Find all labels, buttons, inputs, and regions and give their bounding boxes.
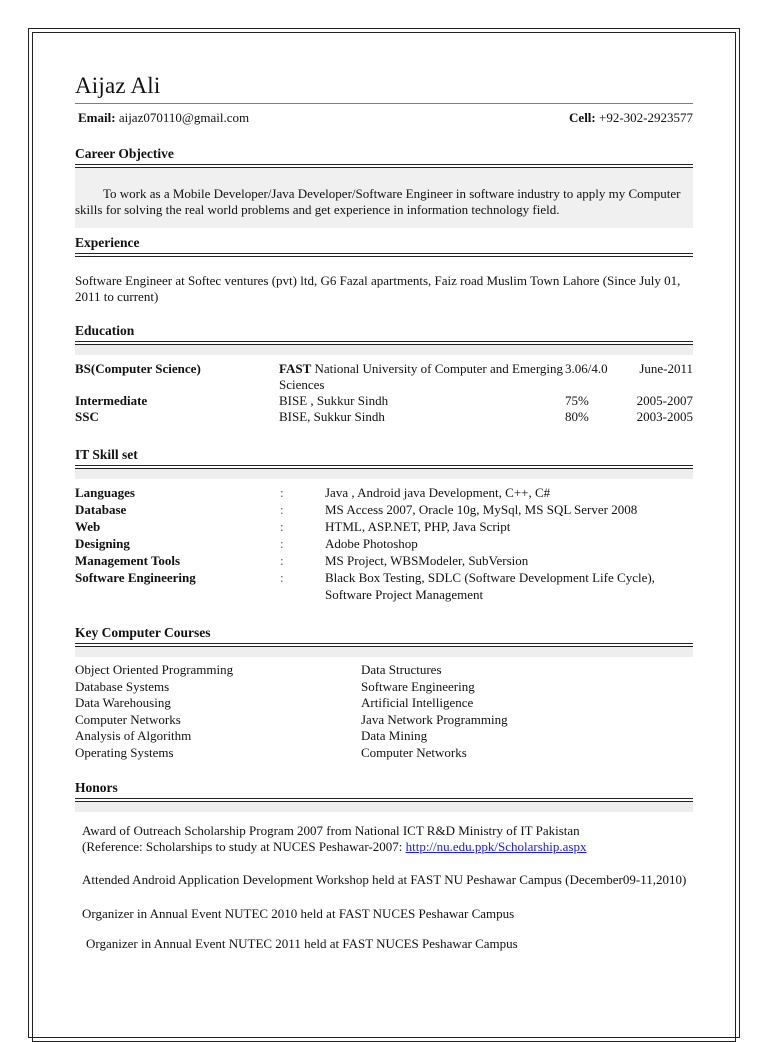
it-skills-section: [75, 447, 693, 603]
score: 80%: [565, 409, 589, 424]
courses-columns: [75, 662, 693, 761]
table-row: [75, 409, 693, 425]
list-item: [75, 552, 693, 569]
skill-key: Management Tools: [75, 553, 181, 568]
list-item: [75, 484, 693, 501]
email-label: Email:: [78, 110, 116, 125]
institution-text: BISE, Sukkur Sindh: [279, 409, 385, 424]
honor-item-2: Attended Android Application Development Workshop held at FAST NU Peshawar Campus (December09-11,2010): [82, 872, 687, 887]
career-objective-section: [75, 146, 693, 228]
honor-reference: [82, 839, 693, 855]
list-item: Computer Networks: [75, 711, 181, 727]
section-shade: [75, 647, 693, 657]
list-item: [75, 569, 693, 603]
section-title: Honors: [75, 780, 118, 795]
skill-key: Database: [75, 502, 127, 517]
honor-reference-text: (Reference: Scholarships to study at NUCES Peshawar-2007:: [82, 839, 406, 854]
name-underline: [75, 103, 693, 104]
skill-key: Web: [75, 519, 101, 534]
score: 75%: [565, 393, 589, 408]
list-item: Data Structures: [361, 662, 442, 677]
honor-item-1: [82, 823, 693, 855]
institution-bold: FAST: [279, 361, 312, 376]
skill-key: Software Engineering: [75, 570, 196, 585]
list-item: Java Network Programming: [361, 711, 508, 727]
section-title: Experience: [75, 235, 140, 250]
list-item: Analysis of Algorithm: [75, 728, 192, 743]
objective-paragraph: To work as a Mobile Developer/Java Developer/Software Engineer in software industry to apply my Computer skills for solving the real world problems and get experience in information technology field.: [75, 186, 681, 217]
skill-value: Black Box Testing, SDLC (Software Development Life Cycle), Software Project Management: [325, 570, 655, 602]
skill-key: Designing: [75, 536, 130, 551]
period: 2005-2007: [636, 393, 693, 408]
contact-line: [75, 110, 693, 126]
institution-text: BISE , Sukkur Sindh: [279, 393, 389, 408]
table-row: [75, 361, 693, 393]
section-shade: [75, 345, 693, 355]
honor-item-4: Organizer in Annual Event NUTEC 2011 held at FAST NUCES Peshawar Campus: [86, 936, 518, 951]
email-block: [78, 110, 249, 126]
skill-separator: :: [280, 502, 284, 517]
scholarship-link[interactable]: http://nu.edu.ppk/Scholarship.aspx: [405, 839, 587, 854]
email-value: aijaz070110@gmail.com: [118, 110, 250, 125]
skill-separator: :: [280, 570, 284, 585]
institution: [279, 361, 565, 393]
institution: [279, 409, 565, 425]
skill-value: Adobe Photoshop: [325, 536, 418, 551]
courses-right-column: [361, 662, 508, 761]
score: 3.06/4.0: [565, 361, 608, 376]
institution-text: National University of Computer and Emerging Sciences: [279, 361, 564, 392]
skill-separator: :: [280, 536, 284, 551]
list-item: Operating Systems: [75, 744, 174, 760]
section-title: Key Computer Courses: [75, 625, 211, 640]
skill-value: MS Project, WBSModeler, SubVersion: [325, 553, 529, 568]
honor-item-3: Organizer in Annual Event NUTEC 2010 held at FAST NUCES Peshawar Campus: [82, 906, 515, 921]
table-row: [75, 393, 693, 409]
skill-key: Languages: [75, 485, 135, 500]
skill-value: HTML, ASP.NET, PHP, Java Script: [325, 519, 511, 534]
list-item: Data Mining: [361, 728, 428, 743]
list-item: [75, 501, 693, 518]
degree: SSC: [75, 409, 99, 424]
section-rule: [75, 253, 693, 257]
section-title: Career Objective: [75, 146, 174, 161]
section-title: Education: [75, 323, 135, 338]
list-item: Computer Networks: [361, 744, 467, 760]
degree: Intermediate: [75, 393, 148, 408]
skill-separator: :: [280, 485, 284, 500]
cell-block: [569, 110, 693, 126]
degree: BS(Computer Science): [75, 361, 201, 376]
skill-separator: :: [280, 519, 284, 534]
institution: [279, 393, 565, 409]
education-table: [75, 361, 693, 425]
list-item: Artificial Intelligence: [361, 695, 474, 710]
list-item: Software Engineering: [361, 678, 475, 694]
resume-header: [75, 72, 693, 126]
experience-section: [75, 235, 693, 305]
cell-label: Cell:: [569, 110, 596, 125]
skills-list: [75, 484, 693, 603]
section-title: IT Skill set: [75, 447, 138, 462]
list-item: [75, 535, 693, 552]
period: June-2011: [639, 361, 693, 376]
courses-section: [75, 625, 693, 761]
period: 2003-2005: [636, 409, 693, 424]
section-shade: [75, 802, 693, 812]
list-item: Data Warehousing: [75, 695, 171, 710]
section-shade: [75, 469, 693, 479]
list-item: Object Oriented Programming: [75, 662, 234, 677]
objective-text: [75, 168, 693, 228]
honor-text: Award of Outreach Scholarship Program 2007 from National ICT R&D Ministry of IT Pakistan: [82, 823, 580, 838]
courses-left-column: [75, 662, 361, 761]
experience-text: Software Engineer at Softec ventures (pvt) ltd, G6 Fazal apartments, Faiz road Muslim Town Lahore (Since July 01, 2011 to current): [75, 273, 681, 304]
list-item: Database Systems: [75, 678, 170, 694]
cell-value: +92-302-2923577: [599, 110, 693, 125]
skill-value: Java , Android java Development, C++, C#: [325, 485, 551, 500]
skill-value: MS Access 2007, Oracle 10g, MySql, MS SQL Server 2008: [325, 502, 638, 517]
education-section: [75, 323, 693, 425]
skill-separator: :: [280, 553, 284, 568]
list-item: [75, 518, 693, 535]
candidate-name: Aijaz Ali: [75, 73, 161, 98]
honors-section: [75, 780, 693, 952]
